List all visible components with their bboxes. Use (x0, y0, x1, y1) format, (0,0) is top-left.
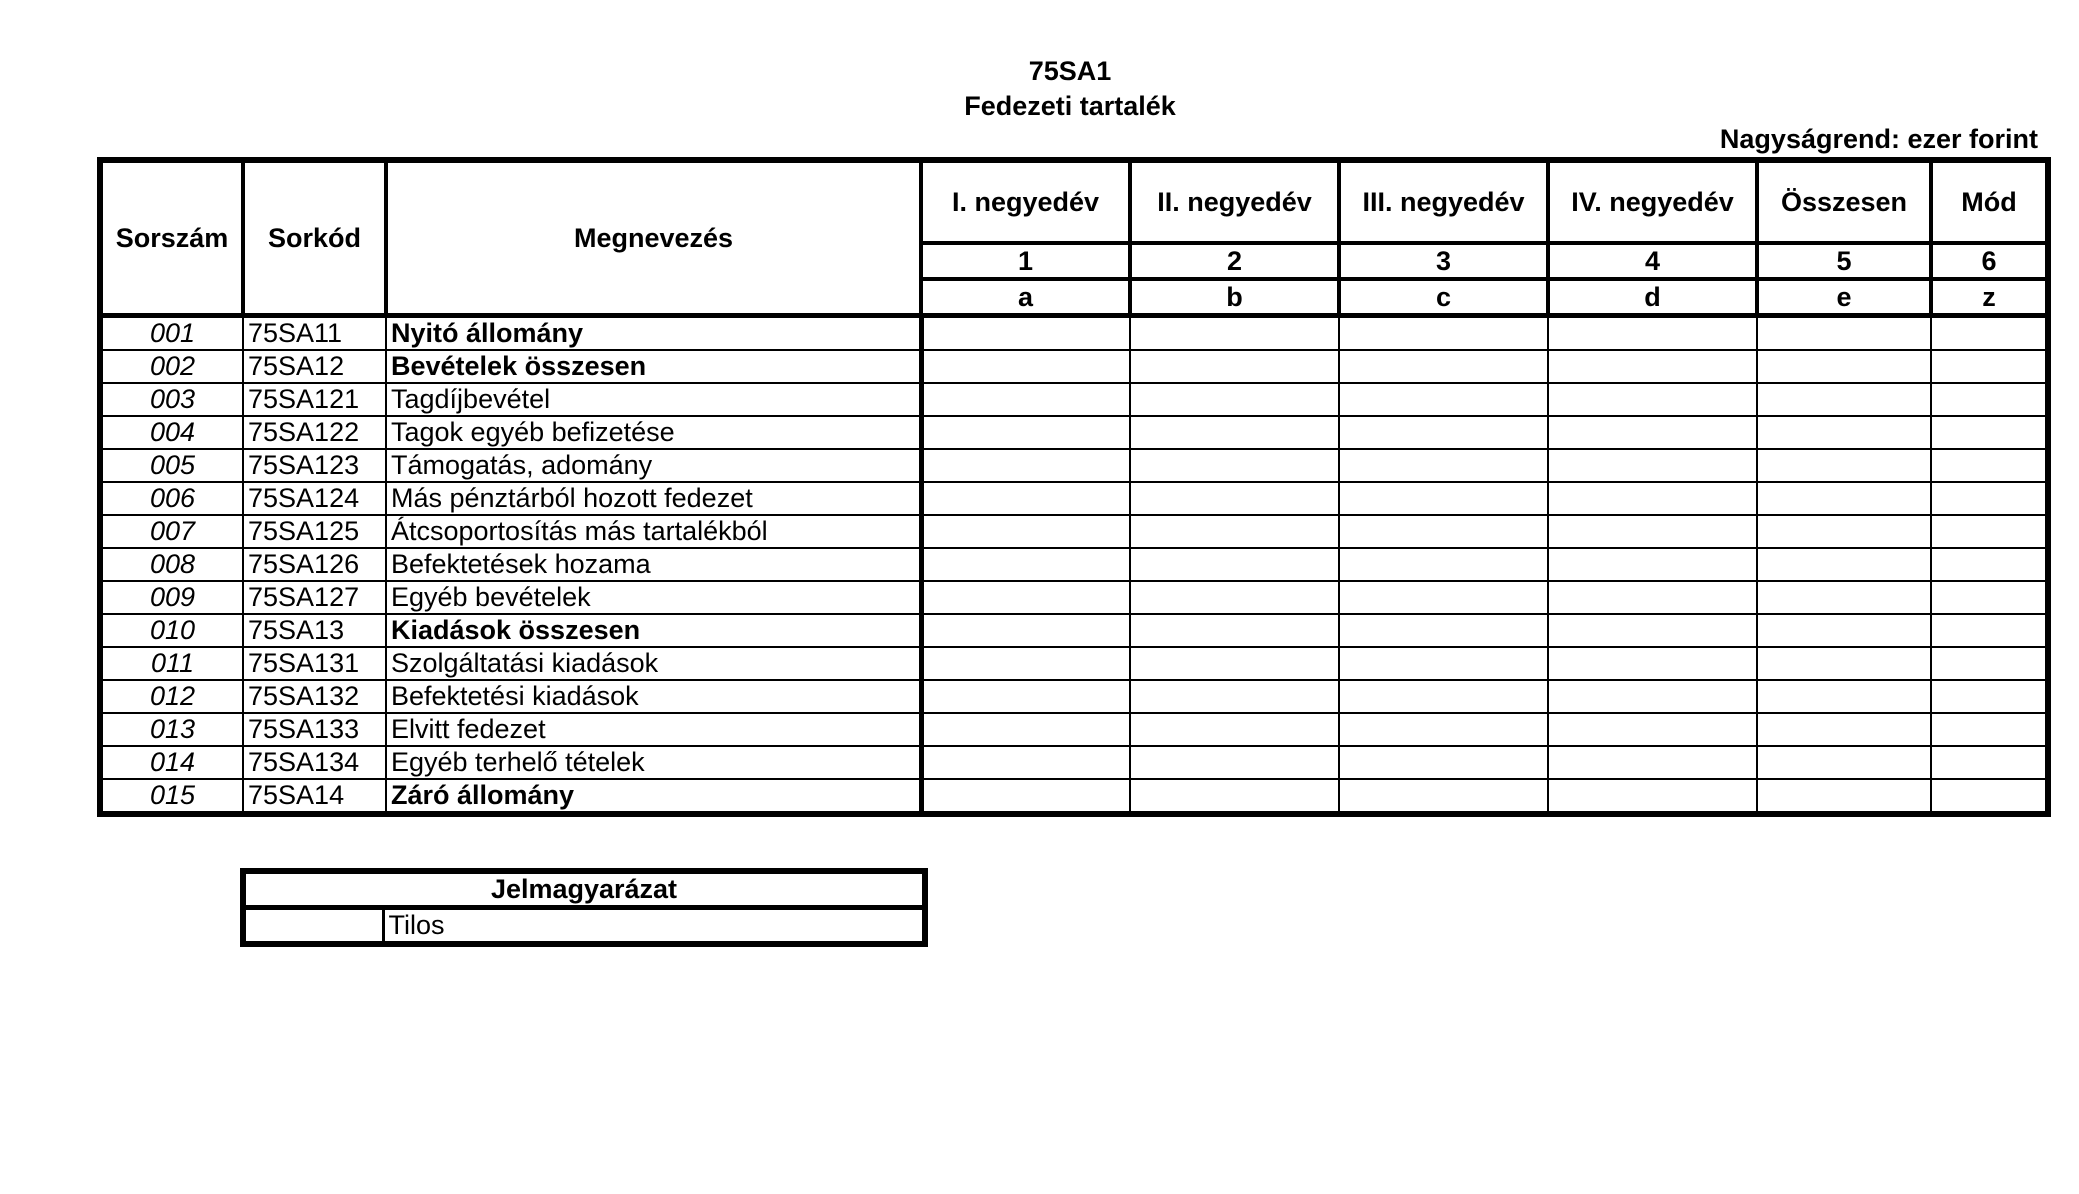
value-cell-c[interactable] (1339, 383, 1548, 416)
legend-table (240, 868, 928, 947)
row-code: 75SA13 (243, 614, 386, 647)
row-code: 75SA125 (243, 515, 386, 548)
value-cell-c[interactable] (1339, 713, 1548, 746)
row-code: 75SA131 (243, 647, 386, 680)
header-num-5: 5 (1757, 243, 1931, 279)
value-cell-c[interactable] (1339, 647, 1548, 680)
value-cell-z[interactable] (1931, 482, 2048, 515)
value-cell-b[interactable] (1130, 515, 1339, 548)
row-number: 005 (100, 449, 243, 482)
header-num-1: 1 (921, 243, 1130, 279)
value-cell-d[interactable] (1548, 746, 1757, 779)
header-num-3: 3 (1339, 243, 1548, 279)
value-cell-a[interactable] (921, 713, 1130, 746)
value-cell-a[interactable] (921, 482, 1130, 515)
unit-label: Nagyságrend: ezer forint (1719, 124, 2038, 154)
value-cell-z[interactable] (1931, 713, 2048, 746)
row-code: 75SA134 (243, 746, 386, 779)
row-name: Záró állomány (386, 779, 921, 814)
value-cell-b[interactable] (1130, 416, 1339, 449)
value-cell-e[interactable] (1757, 316, 1931, 351)
header-col-4: IV. negyedév (1548, 160, 1757, 243)
value-cell-e[interactable] (1757, 779, 1931, 814)
value-cell-b[interactable] (1130, 581, 1339, 614)
row-code: 75SA11 (243, 316, 386, 351)
table-row (100, 350, 2048, 383)
value-cell-z[interactable] (1931, 383, 2048, 416)
row-code: 75SA132 (243, 680, 386, 713)
header-code-b: b (1130, 279, 1339, 316)
value-cell-z[interactable] (1931, 548, 2048, 581)
row-number: 015 (100, 779, 243, 814)
header-num-6: 6 (1931, 243, 2048, 279)
table-row (100, 680, 2048, 713)
value-cell-d[interactable] (1548, 482, 1757, 515)
row-code: 75SA12 (243, 350, 386, 383)
value-cell-z[interactable] (1931, 680, 2048, 713)
value-cell-a[interactable] (921, 350, 1130, 383)
row-number: 010 (100, 614, 243, 647)
row-name: Szolgáltatási kiadások (386, 647, 921, 680)
value-cell-d[interactable] (1548, 350, 1757, 383)
row-number: 009 (100, 581, 243, 614)
value-cell-z[interactable] (1931, 581, 2048, 614)
header-sorkod: Sorkód (243, 160, 386, 316)
value-cell-b[interactable] (1130, 680, 1339, 713)
value-cell-d[interactable] (1548, 647, 1757, 680)
row-name: Más pénztárból hozott fedezet (386, 482, 921, 515)
row-name: Tagok egyéb befizetése (386, 416, 921, 449)
row-number: 008 (100, 548, 243, 581)
row-number: 001 (100, 316, 243, 351)
row-name: Kiadások összesen (386, 614, 921, 647)
row-name: Tagdíjbevétel (386, 383, 921, 416)
value-cell-a[interactable] (921, 581, 1130, 614)
table-row (100, 548, 2048, 581)
row-name: Egyéb bevételek (386, 581, 921, 614)
value-cell-d[interactable] (1548, 713, 1757, 746)
value-cell-b[interactable] (1130, 746, 1339, 779)
table-row (100, 515, 2048, 548)
value-cell-b[interactable] (1130, 779, 1339, 814)
value-cell-z[interactable] (1931, 515, 2048, 548)
row-name: Támogatás, adomány (386, 449, 921, 482)
value-cell-e[interactable] (1757, 581, 1931, 614)
value-cell-d[interactable] (1548, 581, 1757, 614)
value-cell-d[interactable] (1548, 548, 1757, 581)
value-cell-c[interactable] (1339, 746, 1548, 779)
table-row (100, 779, 2048, 814)
value-cell-a[interactable] (921, 449, 1130, 482)
value-cell-e[interactable] (1757, 383, 1931, 416)
header-num-2: 2 (1130, 243, 1339, 279)
value-cell-e[interactable] (1757, 713, 1931, 746)
row-number: 012 (100, 680, 243, 713)
row-number: 006 (100, 482, 243, 515)
value-cell-e[interactable] (1757, 515, 1931, 548)
value-cell-e[interactable] (1757, 647, 1931, 680)
value-cell-c[interactable] (1339, 680, 1548, 713)
row-code: 75SA121 (243, 383, 386, 416)
row-code: 75SA123 (243, 449, 386, 482)
value-cell-b[interactable] (1130, 482, 1339, 515)
value-cell-d[interactable] (1548, 416, 1757, 449)
value-cell-z[interactable] (1931, 614, 2048, 647)
header-col-1: I. negyedév (921, 160, 1130, 243)
row-number: 004 (100, 416, 243, 449)
table-row (100, 316, 2048, 351)
legend-title: Jelmagyarázat (243, 871, 925, 908)
value-cell-a[interactable] (921, 383, 1130, 416)
row-number: 007 (100, 515, 243, 548)
value-cell-c[interactable] (1339, 482, 1548, 515)
value-cell-c[interactable] (1339, 515, 1548, 548)
value-cell-z[interactable] (1931, 316, 2048, 351)
value-cell-e[interactable] (1757, 482, 1931, 515)
data-table (97, 157, 2051, 817)
header-col-2: II. negyedév (1130, 160, 1339, 243)
value-cell-c[interactable] (1339, 416, 1548, 449)
row-code: 75SA124 (243, 482, 386, 515)
table-row (100, 383, 2048, 416)
header-sorszam: Sorszám (100, 160, 243, 316)
table-row (100, 746, 2048, 779)
table-row (100, 416, 2048, 449)
value-cell-c[interactable] (1339, 449, 1548, 482)
row-code: 75SA14 (243, 779, 386, 814)
header-code-z: z (1931, 279, 2048, 316)
value-cell-z[interactable] (1931, 779, 2048, 814)
value-cell-b[interactable] (1130, 614, 1339, 647)
row-name: Elvitt fedezet (386, 713, 921, 746)
row-code: 75SA127 (243, 581, 386, 614)
value-cell-z[interactable] (1931, 416, 2048, 449)
value-cell-a[interactable] (921, 548, 1130, 581)
table-row (100, 713, 2048, 746)
value-cell-z[interactable] (1931, 350, 2048, 383)
value-cell-c[interactable] (1339, 350, 1548, 383)
table-row (100, 482, 2048, 515)
form-title: Fedezeti tartalék (964, 91, 1176, 121)
value-cell-c[interactable] (1339, 581, 1548, 614)
value-cell-b[interactable] (1130, 316, 1339, 351)
value-cell-b[interactable] (1130, 449, 1339, 482)
table-row (100, 449, 2048, 482)
header-code-c: c (1339, 279, 1548, 316)
value-cell-b[interactable] (1130, 548, 1339, 581)
table-row (100, 647, 2048, 680)
value-cell-z[interactable] (1931, 746, 2048, 779)
value-cell-e[interactable] (1757, 746, 1931, 779)
value-cell-a[interactable] (921, 746, 1130, 779)
row-code: 75SA122 (243, 416, 386, 449)
value-cell-b[interactable] (1130, 383, 1339, 416)
value-cell-z[interactable] (1931, 449, 2048, 482)
legend-swatch (243, 908, 383, 945)
row-number: 002 (100, 350, 243, 383)
value-cell-a[interactable] (921, 779, 1130, 814)
value-cell-d[interactable] (1548, 680, 1757, 713)
value-cell-d[interactable] (1548, 779, 1757, 814)
value-cell-a[interactable] (921, 515, 1130, 548)
legend-item-label: Tilos (388, 910, 445, 940)
header-num-4: 4 (1548, 243, 1757, 279)
row-name: Egyéb terhelő tételek (386, 746, 921, 779)
value-cell-e[interactable] (1757, 449, 1931, 482)
value-cell-d[interactable] (1548, 515, 1757, 548)
row-number: 003 (100, 383, 243, 416)
value-cell-d[interactable] (1548, 316, 1757, 351)
value-cell-c[interactable] (1339, 779, 1548, 814)
value-cell-b[interactable] (1130, 350, 1339, 383)
table-row (100, 581, 2048, 614)
row-number: 014 (100, 746, 243, 779)
row-name: Befektetések hozama (386, 548, 921, 581)
form-code: 75SA1 (1028, 56, 1112, 86)
row-number: 011 (100, 647, 243, 680)
row-name: Befektetési kiadások (386, 680, 921, 713)
value-cell-c[interactable] (1339, 316, 1548, 351)
value-cell-a[interactable] (921, 680, 1130, 713)
header-col-6: Mód (1931, 160, 2048, 243)
header-code-a: a (921, 279, 1130, 316)
row-code: 75SA126 (243, 548, 386, 581)
value-cell-c[interactable] (1339, 548, 1548, 581)
row-name: Átcsoportosítás más tartalékból (386, 515, 921, 548)
value-cell-e[interactable] (1757, 548, 1931, 581)
value-cell-b[interactable] (1130, 647, 1339, 680)
header-code-e: e (1757, 279, 1931, 316)
value-cell-d[interactable] (1548, 449, 1757, 482)
value-cell-e[interactable] (1757, 614, 1931, 647)
value-cell-b[interactable] (1130, 713, 1339, 746)
header-col-5: Összesen (1757, 160, 1931, 243)
row-code: 75SA133 (243, 713, 386, 746)
value-cell-a[interactable] (921, 416, 1130, 449)
value-cell-e[interactable] (1757, 680, 1931, 713)
row-name: Bevételek összesen (386, 350, 921, 383)
value-cell-d[interactable] (1548, 383, 1757, 416)
value-cell-c[interactable] (1339, 614, 1548, 647)
header-col-3: III. negyedév (1339, 160, 1548, 243)
header-megnevezes: Megnevezés (386, 160, 921, 316)
value-cell-z[interactable] (1931, 647, 2048, 680)
table-row (100, 614, 2048, 647)
value-cell-a[interactable] (921, 614, 1130, 647)
value-cell-e[interactable] (1757, 416, 1931, 449)
row-name: Nyitó állomány (386, 316, 921, 351)
value-cell-a[interactable] (921, 316, 1130, 351)
value-cell-d[interactable] (1548, 614, 1757, 647)
header-code-d: d (1548, 279, 1757, 316)
value-cell-a[interactable] (921, 647, 1130, 680)
row-number: 013 (100, 713, 243, 746)
value-cell-e[interactable] (1757, 350, 1931, 383)
